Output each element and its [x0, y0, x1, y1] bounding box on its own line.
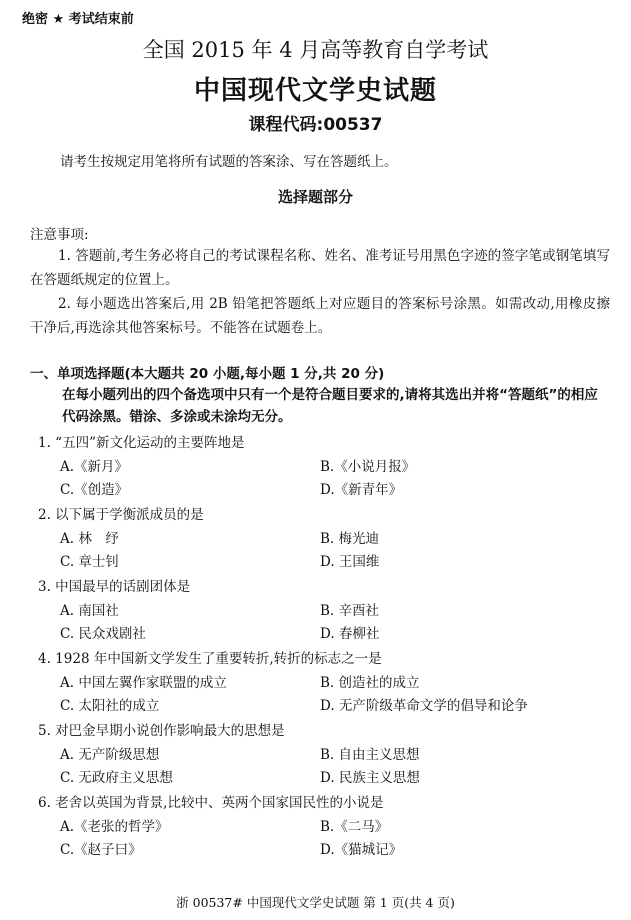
question-stem: 4. 1928 年中国新文学发生了重要转折,转折的标志之一是 — [38, 651, 382, 667]
question-stem: 5. 对巴金早期小说创作影响最大的思想是 — [38, 723, 285, 739]
option-a: A.《新月》 — [60, 459, 129, 475]
section-title: 选择题部分 — [277, 188, 353, 206]
option-a: A. 南国社 — [60, 603, 119, 619]
question-item — [38, 431, 618, 503]
part-heading: 一、单项选择题(本大题共 20 小题,每小题 1 分,共 20 分) — [30, 366, 385, 382]
option-c: C. 章士钊 — [60, 554, 119, 570]
page-footer: 浙 00537# 中国现代文学史试题 第 1 页(共 4 页) — [176, 895, 455, 910]
option-b: B. 辛酉社 — [320, 603, 380, 619]
question-item — [38, 791, 618, 863]
option-c: C.《创造》 — [60, 482, 129, 498]
question-item — [38, 719, 618, 791]
exam-title: 全国 2015 年 4 月高等教育自学考试 — [142, 38, 489, 62]
question-item — [38, 503, 618, 575]
option-b: B.《小说月报》 — [320, 459, 416, 475]
option-d: D. 王国维 — [320, 554, 380, 570]
note-item: 1. 答题前,考生务必将自己的考试课程名称、姓名、准考证号用黑色字迹的签字笔或钢笔填写在答题纸规定的位置上。 — [30, 248, 610, 288]
question-item — [38, 647, 618, 719]
option-d: D.《猫城记》 — [320, 842, 403, 858]
course-code: 课程代码:00537 — [248, 115, 383, 135]
option-d: D. 无产阶级革命文学的倡导和论争 — [320, 698, 528, 714]
option-b: B.《二马》 — [320, 819, 389, 835]
question-stem: 2. 以下属于学衡派成员的是 — [38, 507, 204, 523]
option-b: B. 自由主义思想 — [320, 747, 420, 763]
secret-mark: 绝密 ★ 考试结束前 — [22, 12, 134, 27]
part-description: 在每小题列出的四个备选项中只有一个是符合题目要求的,请将其选出并将“答题纸”的相应代码涂黑。错涂、多涂或未涂均无分。 — [62, 387, 598, 425]
note-item: 2. 每小题选出答案后,用 2B 铅笔把答题纸上对应题目的答案标号涂黑。如需改动,用橡皮擦干净后,再选涂其他答案标号。不能答在试题卷上。 — [30, 296, 610, 336]
option-c: C. 太阳社的成立 — [60, 698, 160, 714]
answer-instruction: 请考生按规定用笔将所有试题的答案涂、写在答题纸上。 — [60, 154, 398, 170]
option-b: B. 创造社的成立 — [320, 675, 420, 691]
option-c: C. 民众戏剧社 — [60, 626, 146, 642]
question-stem: 6. 老舍以英国为背景,比较中、英两个国家国民性的小说是 — [38, 795, 384, 811]
option-a: A. 无产阶级思想 — [60, 747, 160, 763]
question-stem: 1. “五四”新文化运动的主要阵地是 — [38, 435, 245, 451]
option-c: C.《赵子曰》 — [60, 842, 142, 858]
option-a: A. 林 纾 — [60, 531, 119, 547]
notes-heading: 注意事项: — [30, 227, 89, 243]
option-a: A.《老张的哲学》 — [60, 819, 169, 835]
question-item — [38, 575, 618, 647]
option-d: D. 民族主义思想 — [320, 770, 420, 786]
option-d: D.《新青年》 — [320, 482, 403, 498]
paper-title: 中国现代文学史试题 — [193, 76, 437, 106]
question-stem: 3. 中国最早的话剧团体是 — [38, 579, 191, 595]
option-a: A. 中国左翼作家联盟的成立 — [60, 675, 227, 691]
option-d: D. 春柳社 — [320, 626, 380, 642]
option-b: B. 梅光迪 — [320, 531, 380, 547]
option-c: C. 无政府主义思想 — [60, 770, 173, 786]
